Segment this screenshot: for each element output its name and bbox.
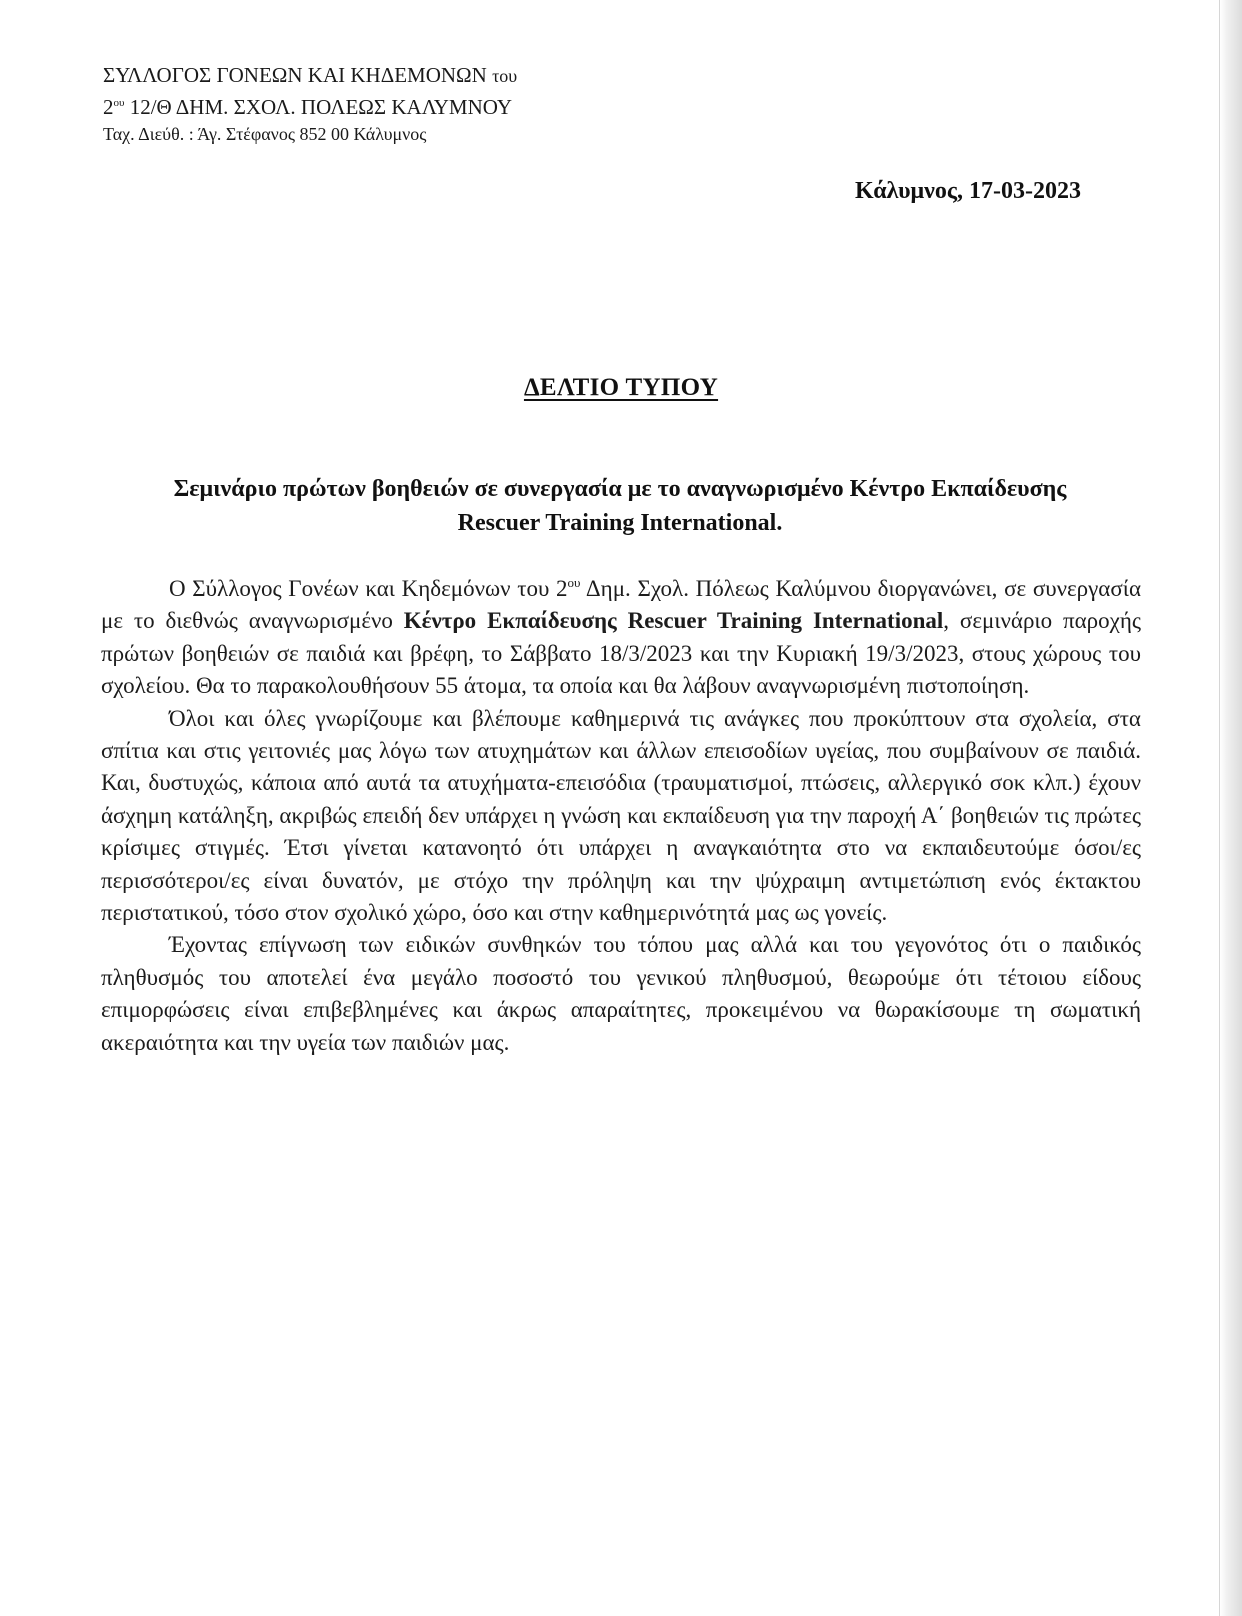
paragraph-1-part-2: Δημ. Σχολ. Πόλεως Καλύμνου διοργανώνει, σε συνεργασία με το διεθνώς αναγνωρισμένο — [101, 576, 1141, 634]
letterhead-line-2 — [103, 90, 517, 121]
paragraph-1-part-3: , σεμινάριο παροχής πρώτων βοηθειών σε παιδιά και βρέφη, το Σάββατο 18/3/2023 και την Κυριακή 19/3/2023, στους χώρους του σχολείου. Θα το παρακολουθήσουν 55 άτομα, τα οποία και θα λάβουν αναγνωρισμένη πιστοποίηση. — [101, 608, 1141, 699]
press-release-subtitle: Σεμινάριο πρώτων βοηθειών σε συνεργασία με το αναγνωρισμένο Κέντρο Εκπαίδευσης Rescuer Training International. — [173, 476, 1067, 536]
paragraph-1-part-1: Ο Σύλλογος Γονέων και Κηδεμόνων του 2 — [169, 576, 568, 601]
school-number-superscript: ου — [113, 97, 125, 109]
association-name-suffix: του — [492, 66, 518, 86]
document-body — [101, 573, 1141, 1059]
paragraph-3: Έχοντας επίγνωση των ειδικών συνθηκών του τόπου μας αλλά και του γεγονότος ότι ο παιδικός πληθυσμός του αποτελεί ένα μεγάλο ποσοστό του γενικού πληθυσμού, θεωρούμε ότι τέτοιου είδους επιμορφώσεις είναι επιβεβλημένες και άκρως απαραίτητες, προκειμένου να θωρακίσουμε τη σωματική ακεραιότητα και την υγεία των παιδιών μας. — [101, 932, 1141, 1055]
school-name: 12/Θ ΔΗΜ. ΣΧΟΛ. ΠΟΛΕΩΣ ΚΑΛΥΜΝΟΥ — [129, 95, 513, 119]
paragraph-1 — [101, 573, 1141, 703]
letterhead-line-1 — [103, 62, 517, 90]
training-center-name: Κέντρο Εκπαίδευσης Rescuer Training International — [403, 608, 944, 634]
school-number: 2 — [103, 95, 114, 119]
document-date: Κάλυμνος, 17-03-2023 — [855, 178, 1081, 204]
page-edge-shadow — [1220, 0, 1242, 1616]
paragraph-1-superscript: ου — [567, 575, 581, 590]
letterhead — [103, 62, 517, 148]
postal-address: Ταχ. Διεύθ. : Άγ. Στέφανος 852 00 Κάλυμνος — [103, 124, 427, 144]
association-name: ΣΥΛΛΟΓΟΣ ΓΟΝΕΩΝ ΚΑΙ ΚΗΔΕΜΟΝΩΝ — [103, 63, 487, 87]
paragraph-2: Όλοι και όλες γνωρίζουμε και βλέπουμε καθημερινά τις ανάγκες που προκύπτουν στα σχολεία, στα σπίτια και στις γειτονιές μας λόγω των ατυχημάτων και άλλων επεισοδίων υγείας, που συμβαίνουν σε παιδιά. Και, δυστυχώς, κάποια από αυτά τα ατυχήματα-επεισόδια (τραυματισμοί, πτώσεις, αλλεργικό σοκ κλπ.) έχουν άσχημη κατάληξη, ακριβώς επειδή δεν υπάρχει η γνώση και εκπαίδευση για την παροχή Α΄ βοηθειών τις πρώτες κρίσιμες στιγμές. Έτσι γίνεται κατανοητό ότι υπάρχει η αναγκαιότητα στο να εκπαιδευτούμε όσοι/ες περισσότεροι/ες είναι δυνατόν, με στόχο την πρόληψη και την ψύχραιμη αντιμετώπιση ενός έκτακτου περιστατικού, τόσο στον σχολικό χώρο, όσο και στην καθημερινότητά μας ως γονείς. — [101, 705, 1141, 926]
press-release-title: ΔΕΛΤΙΟ ΤΥΠΟΥ — [523, 374, 719, 401]
